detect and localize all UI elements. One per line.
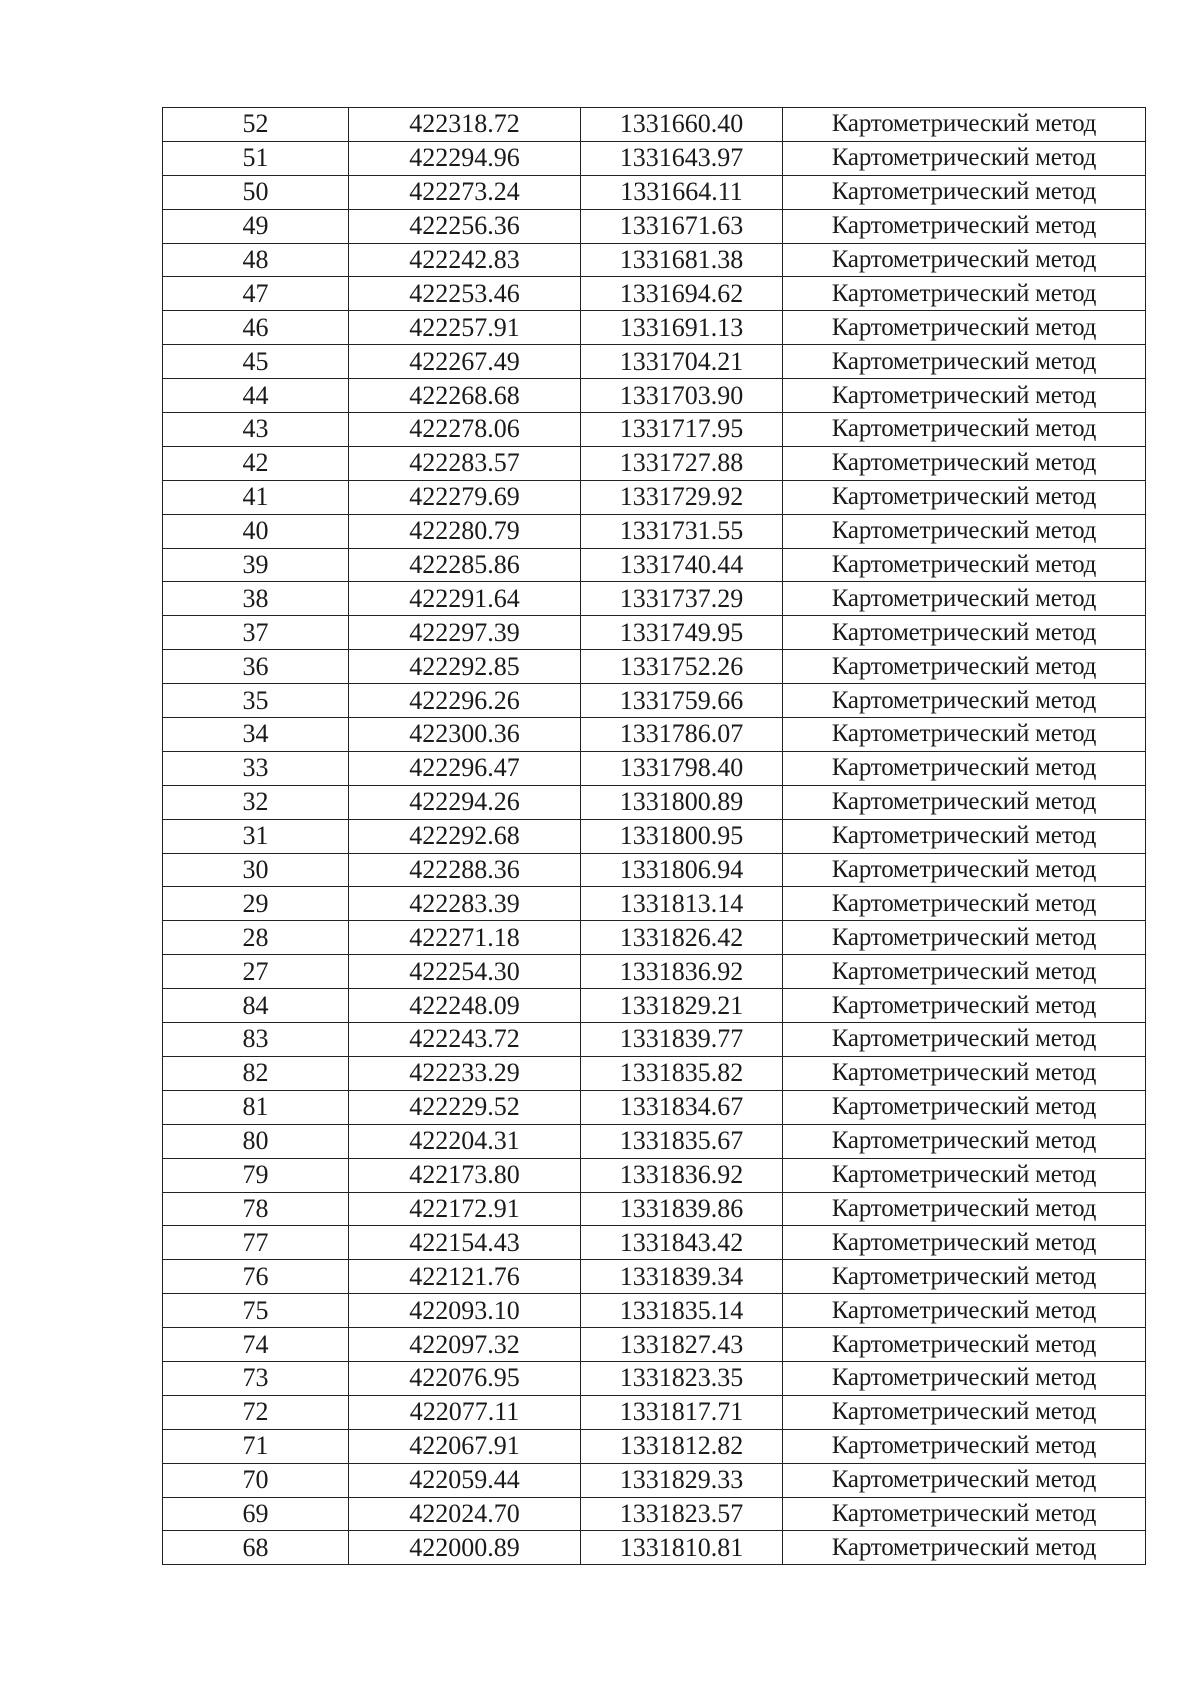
table-row <box>163 1260 1146 1294</box>
point-number-cell: 29 <box>163 887 349 921</box>
point-number-cell: 50 <box>163 175 349 209</box>
method-cell: Картометрический метод <box>783 989 1146 1023</box>
table-row <box>163 1361 1146 1395</box>
table-row <box>163 1531 1146 1565</box>
table-row <box>163 1497 1146 1531</box>
table-row <box>163 548 1146 582</box>
table-row <box>163 582 1146 616</box>
x-coordinate-cell: 422256.36 <box>349 209 581 243</box>
table-row <box>163 480 1146 514</box>
x-coordinate-cell: 422300.36 <box>349 718 581 752</box>
x-coordinate-cell: 422229.52 <box>349 1090 581 1124</box>
point-number-cell: 42 <box>163 446 349 480</box>
table-row <box>163 277 1146 311</box>
method-cell: Картометрический метод <box>783 1124 1146 1158</box>
x-coordinate-cell: 422172.91 <box>349 1192 581 1226</box>
point-number-cell: 33 <box>163 751 349 785</box>
table-row <box>163 751 1146 785</box>
x-coordinate-cell: 422280.79 <box>349 514 581 548</box>
method-cell: Картометрический метод <box>783 1531 1146 1565</box>
method-cell: Картометрический метод <box>783 514 1146 548</box>
method-cell: Картометрический метод <box>783 141 1146 175</box>
point-number-cell: 70 <box>163 1463 349 1497</box>
x-coordinate-cell: 422242.83 <box>349 243 581 277</box>
point-number-cell: 28 <box>163 921 349 955</box>
x-coordinate-cell: 422267.49 <box>349 345 581 379</box>
point-number-cell: 34 <box>163 718 349 752</box>
y-coordinate-cell: 1331681.38 <box>581 243 783 277</box>
x-coordinate-cell: 422076.95 <box>349 1361 581 1395</box>
method-cell: Картометрический метод <box>783 785 1146 819</box>
coordinates-table <box>162 107 1146 1565</box>
method-cell: Картометрический метод <box>783 684 1146 718</box>
y-coordinate-cell: 1331759.66 <box>581 684 783 718</box>
y-coordinate-cell: 1331827.43 <box>581 1328 783 1362</box>
point-number-cell: 75 <box>163 1294 349 1328</box>
x-coordinate-cell: 422291.64 <box>349 582 581 616</box>
y-coordinate-cell: 1331694.62 <box>581 277 783 311</box>
y-coordinate-cell: 1331843.42 <box>581 1226 783 1260</box>
method-cell: Картометрический метод <box>783 955 1146 989</box>
method-cell: Картометрический метод <box>783 379 1146 413</box>
y-coordinate-cell: 1331839.86 <box>581 1192 783 1226</box>
point-number-cell: 80 <box>163 1124 349 1158</box>
table-row <box>163 1463 1146 1497</box>
point-number-cell: 30 <box>163 853 349 887</box>
table-row <box>163 514 1146 548</box>
x-coordinate-cell: 422273.24 <box>349 175 581 209</box>
y-coordinate-cell: 1331664.11 <box>581 175 783 209</box>
x-coordinate-cell: 422248.09 <box>349 989 581 1023</box>
x-coordinate-cell: 422154.43 <box>349 1226 581 1260</box>
point-number-cell: 77 <box>163 1226 349 1260</box>
table-row <box>163 209 1146 243</box>
point-number-cell: 84 <box>163 989 349 1023</box>
table-row <box>163 345 1146 379</box>
y-coordinate-cell: 1331660.40 <box>581 108 783 142</box>
table-row <box>163 1395 1146 1429</box>
table-row <box>163 616 1146 650</box>
table-row <box>163 1192 1146 1226</box>
method-cell: Картометрический метод <box>783 1226 1146 1260</box>
table-row <box>163 819 1146 853</box>
y-coordinate-cell: 1331834.67 <box>581 1090 783 1124</box>
point-number-cell: 35 <box>163 684 349 718</box>
x-coordinate-cell: 422278.06 <box>349 413 581 447</box>
y-coordinate-cell: 1331727.88 <box>581 446 783 480</box>
y-coordinate-cell: 1331752.26 <box>581 650 783 684</box>
point-number-cell: 40 <box>163 514 349 548</box>
table-row <box>163 446 1146 480</box>
method-cell: Картометрический метод <box>783 887 1146 921</box>
table-row <box>163 785 1146 819</box>
y-coordinate-cell: 1331704.21 <box>581 345 783 379</box>
y-coordinate-cell: 1331829.33 <box>581 1463 783 1497</box>
table-row <box>163 684 1146 718</box>
method-cell: Картометрический метод <box>783 853 1146 887</box>
y-coordinate-cell: 1331823.35 <box>581 1361 783 1395</box>
point-number-cell: 52 <box>163 108 349 142</box>
y-coordinate-cell: 1331717.95 <box>581 413 783 447</box>
y-coordinate-cell: 1331691.13 <box>581 311 783 345</box>
point-number-cell: 82 <box>163 1056 349 1090</box>
x-coordinate-cell: 422024.70 <box>349 1497 581 1531</box>
table-row <box>163 175 1146 209</box>
x-coordinate-cell: 422173.80 <box>349 1158 581 1192</box>
table-row <box>163 141 1146 175</box>
x-coordinate-cell: 422292.68 <box>349 819 581 853</box>
method-cell: Картометрический метод <box>783 1056 1146 1090</box>
point-number-cell: 32 <box>163 785 349 819</box>
method-cell: Картометрический метод <box>783 311 1146 345</box>
point-number-cell: 45 <box>163 345 349 379</box>
table-row <box>163 243 1146 277</box>
x-coordinate-cell: 422243.72 <box>349 1023 581 1057</box>
table-row <box>163 853 1146 887</box>
point-number-cell: 47 <box>163 277 349 311</box>
y-coordinate-cell: 1331806.94 <box>581 853 783 887</box>
point-number-cell: 37 <box>163 616 349 650</box>
point-number-cell: 51 <box>163 141 349 175</box>
y-coordinate-cell: 1331836.92 <box>581 1158 783 1192</box>
table-row <box>163 1158 1146 1192</box>
y-coordinate-cell: 1331839.34 <box>581 1260 783 1294</box>
point-number-cell: 74 <box>163 1328 349 1362</box>
x-coordinate-cell: 422283.57 <box>349 446 581 480</box>
x-coordinate-cell: 422097.32 <box>349 1328 581 1362</box>
method-cell: Картометрический метод <box>783 175 1146 209</box>
table-row <box>163 955 1146 989</box>
x-coordinate-cell: 422253.46 <box>349 277 581 311</box>
x-coordinate-cell: 422279.69 <box>349 480 581 514</box>
y-coordinate-cell: 1331813.14 <box>581 887 783 921</box>
x-coordinate-cell: 422059.44 <box>349 1463 581 1497</box>
x-coordinate-cell: 422233.29 <box>349 1056 581 1090</box>
method-cell: Картометрический метод <box>783 1328 1146 1362</box>
method-cell: Картометрический метод <box>783 1463 1146 1497</box>
y-coordinate-cell: 1331740.44 <box>581 548 783 582</box>
x-coordinate-cell: 422093.10 <box>349 1294 581 1328</box>
point-number-cell: 79 <box>163 1158 349 1192</box>
point-number-cell: 76 <box>163 1260 349 1294</box>
method-cell: Картометрический метод <box>783 1260 1146 1294</box>
table-row <box>163 1124 1146 1158</box>
method-cell: Картометрический метод <box>783 718 1146 752</box>
x-coordinate-cell: 422288.36 <box>349 853 581 887</box>
method-cell: Картометрический метод <box>783 446 1146 480</box>
method-cell: Картометрический метод <box>783 819 1146 853</box>
method-cell: Картометрический метод <box>783 1158 1146 1192</box>
table-row <box>163 1294 1146 1328</box>
table-row <box>163 650 1146 684</box>
method-cell: Картометрический метод <box>783 1361 1146 1395</box>
method-cell: Картометрический метод <box>783 1294 1146 1328</box>
method-cell: Картометрический метод <box>783 1497 1146 1531</box>
point-number-cell: 43 <box>163 413 349 447</box>
x-coordinate-cell: 422283.39 <box>349 887 581 921</box>
point-number-cell: 48 <box>163 243 349 277</box>
point-number-cell: 44 <box>163 379 349 413</box>
x-coordinate-cell: 422294.96 <box>349 141 581 175</box>
y-coordinate-cell: 1331749.95 <box>581 616 783 650</box>
x-coordinate-cell: 422294.26 <box>349 785 581 819</box>
table-row <box>163 887 1146 921</box>
table-row <box>163 379 1146 413</box>
x-coordinate-cell: 422292.85 <box>349 650 581 684</box>
point-number-cell: 46 <box>163 311 349 345</box>
x-coordinate-cell: 422254.30 <box>349 955 581 989</box>
y-coordinate-cell: 1331703.90 <box>581 379 783 413</box>
table-row <box>163 1090 1146 1124</box>
y-coordinate-cell: 1331812.82 <box>581 1429 783 1463</box>
x-coordinate-cell: 422121.76 <box>349 1260 581 1294</box>
x-coordinate-cell: 422077.11 <box>349 1395 581 1429</box>
method-cell: Картометрический метод <box>783 1090 1146 1124</box>
method-cell: Картометрический метод <box>783 751 1146 785</box>
point-number-cell: 83 <box>163 1023 349 1057</box>
table-row <box>163 1023 1146 1057</box>
table-row <box>163 921 1146 955</box>
y-coordinate-cell: 1331731.55 <box>581 514 783 548</box>
method-cell: Картометрический метод <box>783 1192 1146 1226</box>
point-number-cell: 49 <box>163 209 349 243</box>
table-row <box>163 1056 1146 1090</box>
table-row <box>163 108 1146 142</box>
point-number-cell: 39 <box>163 548 349 582</box>
y-coordinate-cell: 1331671.63 <box>581 209 783 243</box>
y-coordinate-cell: 1331729.92 <box>581 480 783 514</box>
method-cell: Картометрический метод <box>783 921 1146 955</box>
method-cell: Картометрический метод <box>783 480 1146 514</box>
point-number-cell: 73 <box>163 1361 349 1395</box>
y-coordinate-cell: 1331800.89 <box>581 785 783 819</box>
y-coordinate-cell: 1331800.95 <box>581 819 783 853</box>
point-number-cell: 36 <box>163 650 349 684</box>
point-number-cell: 81 <box>163 1090 349 1124</box>
x-coordinate-cell: 422271.18 <box>349 921 581 955</box>
x-coordinate-cell: 422204.31 <box>349 1124 581 1158</box>
y-coordinate-cell: 1331829.21 <box>581 989 783 1023</box>
method-cell: Картометрический метод <box>783 277 1146 311</box>
x-coordinate-cell: 422297.39 <box>349 616 581 650</box>
table-row <box>163 311 1146 345</box>
y-coordinate-cell: 1331835.14 <box>581 1294 783 1328</box>
point-number-cell: 71 <box>163 1429 349 1463</box>
y-coordinate-cell: 1331810.81 <box>581 1531 783 1565</box>
method-cell: Картометрический метод <box>783 209 1146 243</box>
method-cell: Картометрический метод <box>783 345 1146 379</box>
method-cell: Картометрический метод <box>783 108 1146 142</box>
table-row <box>163 1429 1146 1463</box>
method-cell: Картометрический метод <box>783 582 1146 616</box>
point-number-cell: 38 <box>163 582 349 616</box>
table-row <box>163 413 1146 447</box>
method-cell: Картометрический метод <box>783 650 1146 684</box>
method-cell: Картометрический метод <box>783 548 1146 582</box>
y-coordinate-cell: 1331826.42 <box>581 921 783 955</box>
coordinates-table-body <box>163 108 1146 1565</box>
x-coordinate-cell: 422257.91 <box>349 311 581 345</box>
point-number-cell: 72 <box>163 1395 349 1429</box>
y-coordinate-cell: 1331835.82 <box>581 1056 783 1090</box>
point-number-cell: 41 <box>163 480 349 514</box>
table-row <box>163 989 1146 1023</box>
table-row <box>163 1226 1146 1260</box>
x-coordinate-cell: 422067.91 <box>349 1429 581 1463</box>
method-cell: Картометрический метод <box>783 1429 1146 1463</box>
point-number-cell: 78 <box>163 1192 349 1226</box>
y-coordinate-cell: 1331643.97 <box>581 141 783 175</box>
method-cell: Картометрический метод <box>783 1395 1146 1429</box>
method-cell: Картометрический метод <box>783 413 1146 447</box>
point-number-cell: 68 <box>163 1531 349 1565</box>
x-coordinate-cell: 422268.68 <box>349 379 581 413</box>
x-coordinate-cell: 422318.72 <box>349 108 581 142</box>
method-cell: Картометрический метод <box>783 616 1146 650</box>
y-coordinate-cell: 1331798.40 <box>581 751 783 785</box>
y-coordinate-cell: 1331786.07 <box>581 718 783 752</box>
y-coordinate-cell: 1331737.29 <box>581 582 783 616</box>
y-coordinate-cell: 1331817.71 <box>581 1395 783 1429</box>
method-cell: Картометрический метод <box>783 1023 1146 1057</box>
x-coordinate-cell: 422285.86 <box>349 548 581 582</box>
point-number-cell: 69 <box>163 1497 349 1531</box>
x-coordinate-cell: 422296.47 <box>349 751 581 785</box>
method-cell: Картометрический метод <box>783 243 1146 277</box>
y-coordinate-cell: 1331835.67 <box>581 1124 783 1158</box>
point-number-cell: 31 <box>163 819 349 853</box>
point-number-cell: 27 <box>163 955 349 989</box>
y-coordinate-cell: 1331839.77 <box>581 1023 783 1057</box>
table-row <box>163 1328 1146 1362</box>
table-row <box>163 718 1146 752</box>
x-coordinate-cell: 422296.26 <box>349 684 581 718</box>
x-coordinate-cell: 422000.89 <box>349 1531 581 1565</box>
y-coordinate-cell: 1331836.92 <box>581 955 783 989</box>
y-coordinate-cell: 1331823.57 <box>581 1497 783 1531</box>
